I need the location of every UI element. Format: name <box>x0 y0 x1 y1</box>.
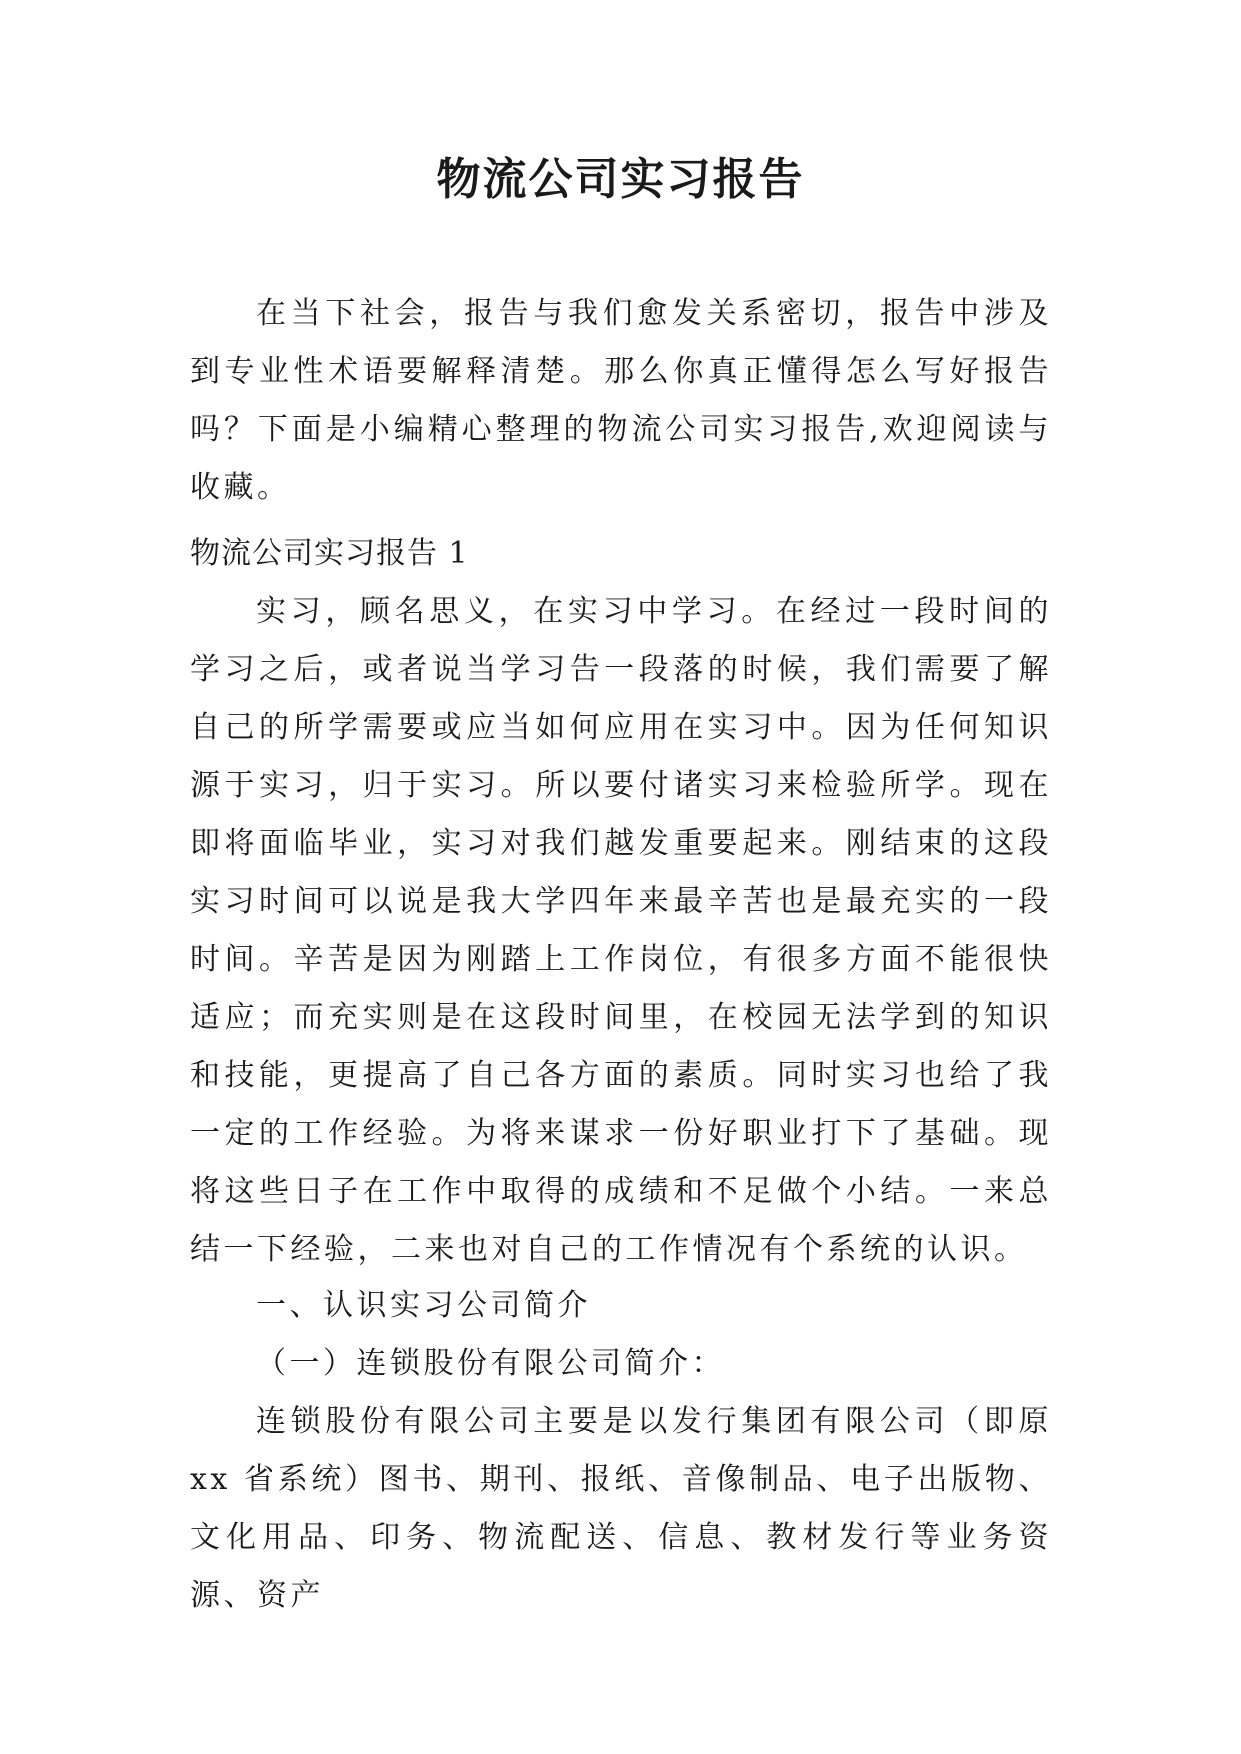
intro-paragraph: 在当下社会，报告与我们愈发关系密切，报告中涉及到专业性术语要解释清楚。那么你真正懂得怎么写好报告吗？下面是小编精心整理的物流公司实习报告,欢迎阅读与收藏。 <box>190 296 1052 505</box>
section-1-paragraph: 实习，顾名思义，在实习中学习。在经过一段时间的学习之后，或者说当学习告一段落的时候，我们需要了解自己的所学需要或应当如何应用在实习中。因为任何知识源于实习，归于实习。所以要付诸实习来检验所学。现在即将面临毕业，实习对我们越发重要起来。刚结束的这段实习时间可以说是我大学四年来最辛苦也是最充实的一段时间。辛苦是因为刚踏上工作岗位，有很多方面不能很快适应；而充实则是在这段时间里，在校园无法学到的知识和技能，更提高了自己各方面的素质。同时实习也给了我一定的工作经验。为将来谋求一份好职业打下了基础。现将这些日子在工作中取得的成绩和不足做个小结。一来总结一下经验，二来也对自己的工作情况有个系统的认识。 <box>190 594 1052 1267</box>
subheading-company-intro: 一、认识实习公司简介 <box>256 1288 591 1323</box>
company-paragraph: 连锁股份有限公司主要是以发行集团有限公司（即原 xx 省系统）图书、期刊、报纸、音像制品、电子出版物、文化用品、印务、物流配送、信息、教材发行等业务资源、资产 <box>190 1404 1052 1613</box>
document-title: 物流公司实习报告 <box>436 154 805 205</box>
section-heading: 物流公司实习报告 1 <box>190 536 469 571</box>
subheading-chain-company: （一）连锁股份有限公司简介： <box>256 1346 725 1381</box>
